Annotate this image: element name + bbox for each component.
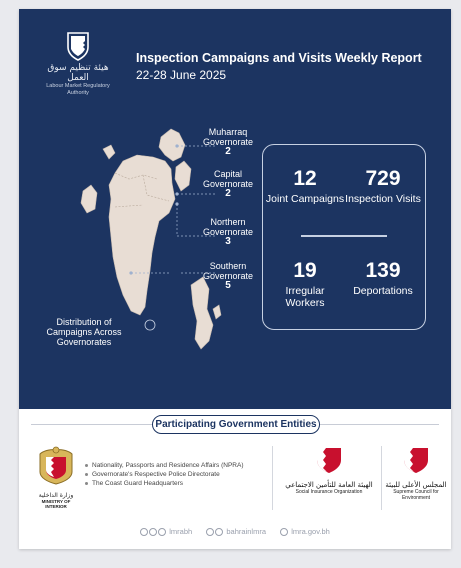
stat-label: Deportations [353, 285, 413, 297]
report-title: Inspection Campaigns and Visits Weekly Report [136, 51, 422, 65]
stats-divider [301, 235, 387, 237]
participating-heading: Participating Government Entities [152, 415, 320, 434]
entity-text: Governorate's Respective Police Directorate [92, 471, 220, 478]
social-group-lmrabh[interactable] [140, 527, 194, 536]
capital-label [197, 169, 259, 199]
stat-joint-campaigns [265, 167, 345, 205]
southern-count: 5 [225, 280, 231, 291]
globe-icon [280, 528, 288, 536]
stat-deportations [343, 259, 423, 297]
sio-logo [281, 446, 377, 495]
compass-icon [145, 320, 155, 330]
facebook-icon [206, 528, 214, 536]
sce-arabic-text: المجلس الأعلى للبيئة [385, 481, 447, 489]
stat-irregular-workers [265, 259, 345, 309]
social-links [19, 527, 451, 536]
bullet-icon [85, 482, 88, 485]
southern-label [197, 261, 259, 291]
southern-name: Southern Governorate [202, 261, 254, 281]
bullet-icon [85, 464, 88, 467]
social-handle: lmrabh [169, 527, 193, 536]
list-item [85, 479, 244, 488]
stat-value: 729 [365, 167, 401, 190]
divider-left [31, 424, 152, 425]
northern-label [197, 217, 259, 247]
sio-english-text: Social Insurance Organization [295, 489, 363, 495]
sce-emblem-icon [401, 446, 431, 474]
muharraq-count: 2 [225, 146, 231, 157]
bullet-icon [85, 473, 88, 476]
distribution-label: Distribution of Campaigns Across Governorates [46, 317, 122, 347]
sce-english-text: Supreme Council for Environment [393, 489, 439, 501]
sitra-island-shape [175, 161, 191, 191]
entity-text: The Coast Guard Headquarters [92, 480, 184, 487]
bahrain-map [19, 9, 269, 409]
hawar-islet-shape [213, 305, 221, 319]
x-icon [149, 528, 157, 536]
northern-name: Northern Governorate [202, 217, 254, 237]
muharraq-name: Muharraq Governorate [202, 127, 254, 147]
youtube-icon [158, 528, 166, 536]
social-handle: bahrainlmra [226, 527, 266, 536]
report-date: 22-28 June 2025 [136, 68, 227, 82]
instagram-icon [140, 528, 148, 536]
stat-label: Irregular Workers [285, 285, 325, 309]
sio-arabic-text: الهيئة العامة للتأمين الاجتماعي [285, 481, 373, 489]
separator [272, 446, 273, 510]
stat-label: Inspection Visits [345, 193, 421, 205]
stat-value: 12 [293, 167, 317, 190]
stat-value: 139 [365, 259, 401, 282]
report-card [19, 9, 451, 549]
sio-emblem-icon [314, 446, 344, 474]
muharraq-island-shape [159, 129, 185, 161]
list-item [85, 461, 244, 470]
moi-emblem-icon [36, 444, 76, 486]
umm-nasan-island-shape [81, 185, 97, 213]
stat-value: 19 [293, 259, 317, 282]
list-item [85, 470, 244, 479]
separator [381, 446, 382, 510]
linkedin-icon [215, 528, 223, 536]
social-group-website[interactable] [280, 527, 330, 536]
social-handle: lmra.gov.bh [291, 527, 330, 536]
capital-name: Capital Governorate [202, 169, 254, 189]
stat-inspection-visits [343, 167, 423, 205]
sce-logo [385, 446, 447, 501]
moi-english-text: MINISTRY OF INTERIOR [41, 499, 71, 509]
social-group-bahrainlmra[interactable] [206, 527, 268, 536]
logo-english-text: Labour Market Regulatory Authority [46, 83, 110, 96]
northern-count: 3 [225, 236, 231, 247]
capital-count: 2 [225, 188, 231, 199]
entity-list [85, 461, 244, 488]
stat-label: Joint Campaigns [265, 193, 345, 205]
north-islet-shape [103, 145, 115, 159]
stats-box [262, 144, 426, 330]
divider-right [319, 424, 439, 425]
entity-text: Nationality, Passports and Residence Affairs (NPRA) [92, 462, 244, 469]
report-panel [19, 9, 451, 409]
logo-arabic-text: هيئة تنظيم سوق العمل [47, 63, 109, 83]
ministry-of-interior-logo [31, 444, 81, 509]
main-island-shape [109, 155, 175, 315]
muharraq-label [197, 127, 259, 157]
moi-arabic-text: وزارة الداخلية [38, 492, 74, 499]
